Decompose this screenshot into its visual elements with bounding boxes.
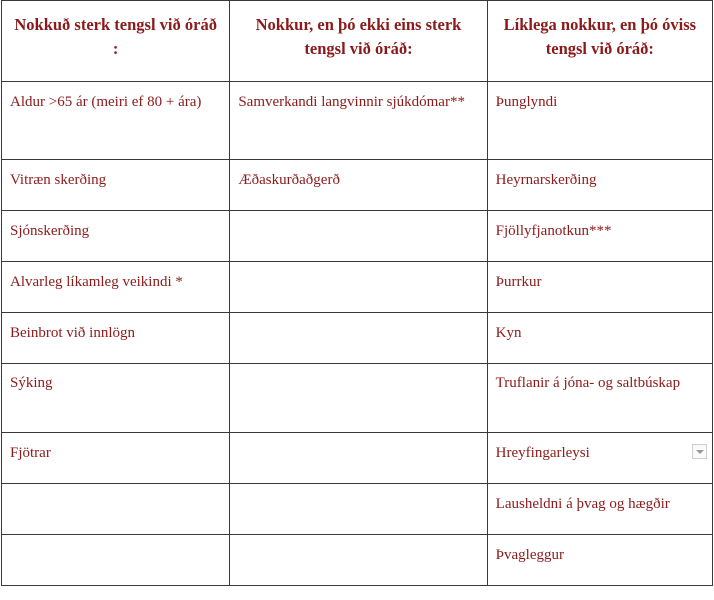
table-row	[2, 535, 713, 586]
table-cell[interactable]	[230, 82, 487, 160]
cell-text: Alvarleg líkamleg veikindi *	[10, 274, 183, 290]
table-cell[interactable]	[487, 82, 712, 160]
cell-text	[2, 484, 229, 493]
header-text: Líklega nokkur, en þó óviss tengsl við óráð:	[503, 15, 697, 58]
table-cell[interactable]	[230, 211, 487, 262]
table-cell[interactable]	[230, 535, 487, 586]
table-row	[2, 313, 713, 364]
table-cell[interactable]	[230, 364, 487, 433]
cell-text: Samverkandi langvinnir sjúkdómar**	[238, 94, 465, 110]
table-cell[interactable]	[2, 535, 230, 586]
table-row	[2, 433, 713, 484]
table-cell[interactable]	[487, 535, 712, 586]
cell-text: Heyrnarskerðing	[495, 172, 597, 188]
cell-text: Þvagleggur	[495, 547, 564, 563]
header-text: Nokkur, en þó ekki eins sterk tengsl við óráð:	[255, 15, 462, 58]
table-cell[interactable]	[487, 313, 712, 364]
cell-text: Aldur >65 ár (meiri ef 80 + ára)	[10, 94, 202, 110]
table-cell[interactable]	[487, 484, 712, 535]
table-cell[interactable]	[2, 433, 230, 484]
table-cell[interactable]	[230, 433, 487, 484]
chevron-down-icon[interactable]	[692, 444, 707, 459]
header-text: Nokkuð sterk tengsl við óráð :	[14, 15, 217, 58]
table-row	[2, 211, 713, 262]
table-cell[interactable]	[2, 484, 230, 535]
cell-text: Sýking	[10, 375, 53, 391]
cell-text	[230, 211, 486, 220]
cell-text: Hreyfingarleysi	[495, 445, 590, 461]
table-cell[interactable]	[487, 364, 712, 433]
table-cell[interactable]	[2, 313, 230, 364]
cell-text: Sjónskerðing	[10, 223, 90, 239]
table-cell[interactable]	[487, 262, 712, 313]
header-cell-moderate[interactable]	[230, 1, 487, 82]
cell-text: Lausheldni á þvag og hægðir	[495, 496, 670, 512]
cell-text	[230, 484, 486, 493]
table-cell[interactable]	[230, 313, 487, 364]
table-row	[2, 82, 713, 160]
table-cell[interactable]	[487, 433, 712, 484]
table-cell[interactable]	[230, 262, 487, 313]
cell-text	[2, 535, 229, 544]
table-row	[2, 484, 713, 535]
table-row	[2, 364, 713, 433]
header-cell-uncertain[interactable]	[487, 1, 712, 82]
table-cell[interactable]	[2, 364, 230, 433]
cell-text	[230, 535, 486, 544]
header-row	[2, 1, 713, 82]
cell-text: Truflanir á jóna- og saltbúskap	[495, 375, 681, 391]
cell-text: Kyn	[495, 325, 522, 341]
cell-text: Beinbrot við innlögn	[10, 325, 135, 341]
header-cell-strong[interactable]	[2, 1, 230, 82]
table-cell[interactable]	[2, 82, 230, 160]
cell-text: Þunglyndi	[495, 94, 558, 110]
table-cell[interactable]	[487, 160, 712, 211]
table-cell[interactable]	[230, 484, 487, 535]
cell-text: Fjötrar	[10, 445, 51, 461]
risk-factor-table	[1, 0, 713, 586]
table-cell[interactable]	[487, 211, 712, 262]
table-row	[2, 262, 713, 313]
cell-text	[230, 262, 486, 271]
table-cell[interactable]	[2, 160, 230, 211]
cell-text	[230, 364, 486, 372]
cell-text: Fjöllyfjanotkun***	[495, 223, 612, 239]
cell-text: Vitræn skerðing	[10, 172, 107, 188]
cell-text: Æðaskurðaðgerð	[238, 172, 340, 188]
table-cell[interactable]	[2, 262, 230, 313]
table-row	[2, 160, 713, 211]
table-cell[interactable]	[2, 211, 230, 262]
table-cell[interactable]	[230, 160, 487, 211]
cell-text	[230, 313, 486, 322]
cell-text: Þurrkur	[495, 274, 542, 290]
cell-text	[230, 433, 486, 442]
